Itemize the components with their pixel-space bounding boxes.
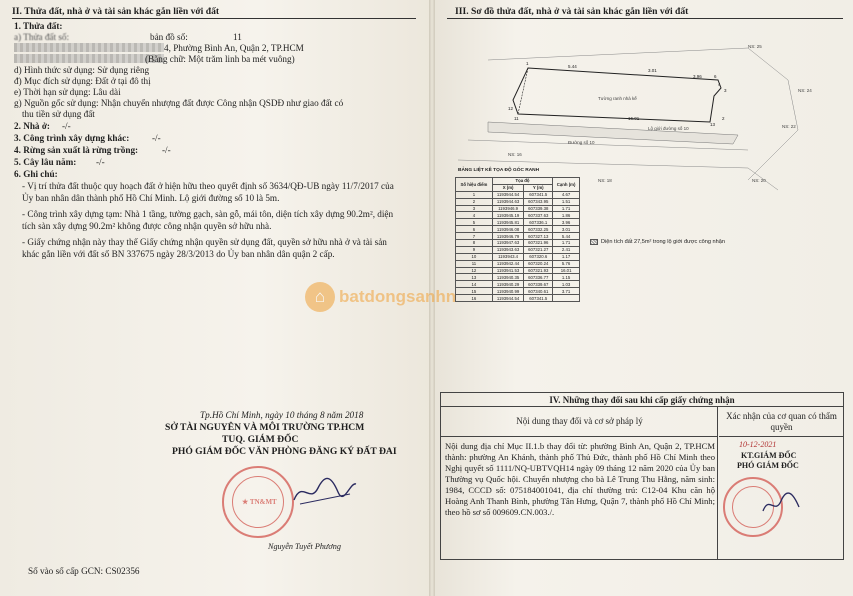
redacted-address bbox=[14, 43, 164, 52]
item-1c-area-words: (Bằng chữ: Một trăm linh ba mét vuông) bbox=[145, 54, 295, 64]
svg-text:13: 13 bbox=[710, 122, 716, 127]
official-seal: ★ TN&MT bbox=[222, 466, 294, 538]
item-1e: đ) Mục đích sử dụng: Đất ở tại đô thị bbox=[14, 76, 151, 86]
item-2-value: -/- bbox=[62, 121, 71, 131]
signer-name: Nguyễn Tuyết Phương bbox=[268, 542, 341, 551]
coord-table-title: BẢNG LIỆT KÊ TỌA ĐỘ GÓC RANH bbox=[458, 168, 540, 173]
table-cell: 607320.6 bbox=[524, 253, 553, 260]
table-cell: 607339.67 bbox=[524, 281, 553, 288]
table-cell: 607340.61 bbox=[524, 288, 553, 295]
table-cell: 1.86 bbox=[553, 212, 580, 219]
item-1d: d) Hình thức sử dụng: Sử dụng riêng bbox=[14, 65, 150, 75]
table-cell: 3.96 bbox=[553, 219, 580, 226]
table-cell: 2 bbox=[456, 198, 493, 205]
table-row bbox=[456, 274, 580, 281]
table-cell: 5.44 bbox=[553, 233, 580, 240]
confirm-title-2: PHÓ GIÁM ĐỐC bbox=[737, 461, 799, 470]
table-cell: 1193940.29 bbox=[492, 281, 523, 288]
map-sheet-number: 11 bbox=[233, 32, 242, 42]
change-date: 10-12-2021 bbox=[739, 440, 777, 449]
table-row bbox=[456, 219, 580, 226]
item-1g: g) Nguồn gốc sử dụng: Nhận chuyển nhượng đất được Công nhận QSDĐ như giao đất có bbox=[14, 98, 344, 108]
area-note: Diện tích đất 27,5m² trong lộ giới được công nhận bbox=[601, 239, 725, 245]
table-row bbox=[456, 246, 580, 253]
changes-col-content: Nội dung thay đổi và cơ sở pháp lý bbox=[441, 407, 718, 437]
table-cell: 1193942.44 bbox=[492, 260, 523, 267]
table-cell: 3 bbox=[456, 205, 493, 212]
item-1a-tail: bản đồ số: bbox=[150, 32, 188, 42]
table-cell: 9 bbox=[456, 246, 493, 253]
item-1f: e) Thời hạn sử dụng: Lâu dài bbox=[14, 87, 121, 97]
table-cell: 607327.13 bbox=[524, 233, 553, 240]
item-1g-cont: thu tiền sử dụng đất bbox=[22, 109, 95, 119]
table-cell: 607339.38 bbox=[524, 205, 553, 212]
note-3: - Giấy chứng nhận này thay thế Giấy chứng nhận quyền sử dụng đất, quyền sở hữu nhà ở và tài sản khác gắn liền với đất số BN 337675 ngày 28/3/2013 do Ủy ban nhân dân quận 2 cấp. bbox=[22, 237, 387, 259]
table-row bbox=[456, 253, 580, 260]
table-cell: 1.17 bbox=[553, 253, 580, 260]
table-row bbox=[456, 281, 580, 288]
table-cell: 1193945.81 bbox=[492, 219, 523, 226]
svg-text:16.01: 16.01 bbox=[628, 116, 640, 121]
table-cell: 607341.5 bbox=[524, 191, 553, 198]
table-cell: 1193941.53 bbox=[492, 267, 523, 274]
table-cell: 14 bbox=[456, 281, 493, 288]
svg-text:3.96: 3.96 bbox=[693, 74, 702, 79]
table-cell: 607336.77 bbox=[524, 274, 553, 281]
table-cell: 4 bbox=[456, 212, 493, 219]
item-3-label: 3. Công trình xây dựng khác: bbox=[14, 133, 130, 143]
svg-text:6: 6 bbox=[714, 74, 717, 79]
table-cell: 1193946.08 bbox=[492, 226, 523, 233]
table-cell: 7 bbox=[456, 233, 493, 240]
change-signature bbox=[759, 489, 809, 519]
item-1-label: 1. Thửa đất: bbox=[14, 21, 63, 31]
table-cell: 1 bbox=[456, 191, 493, 198]
plan-label-ns22: NS: 22 bbox=[782, 124, 796, 129]
table-cell: 607321.93 bbox=[524, 267, 553, 274]
table-row bbox=[456, 260, 580, 267]
table-cell: 5 bbox=[456, 219, 493, 226]
plan-road-label: Đường số 10 bbox=[568, 140, 595, 145]
watermark bbox=[305, 282, 456, 312]
svg-text:11: 11 bbox=[514, 116, 519, 121]
svg-text:3.01: 3.01 bbox=[648, 68, 657, 73]
signature bbox=[290, 470, 360, 510]
item-4-value: -/- bbox=[162, 145, 171, 155]
table-row bbox=[456, 240, 580, 247]
table-cell: 1193944.54 bbox=[492, 191, 523, 198]
table-cell: 3.01 bbox=[553, 226, 580, 233]
item-3-value: -/- bbox=[152, 133, 161, 143]
redacted-area bbox=[14, 54, 164, 63]
confirm-title-1: KT.GIÁM ĐỐC bbox=[741, 451, 797, 460]
authorization-line: TUQ. GIÁM ĐỐC bbox=[222, 434, 299, 445]
table-cell: 607341.5 bbox=[524, 295, 553, 302]
table-cell: 607336.1 bbox=[524, 219, 553, 226]
item-5-label: 5. Cây lâu năm: bbox=[14, 157, 77, 167]
col-header-coords: Tọa độ bbox=[492, 178, 552, 185]
table-cell: 607321.27 bbox=[524, 246, 553, 253]
table-cell: 15 bbox=[456, 288, 493, 295]
land-plot-diagram bbox=[448, 40, 838, 200]
item-1a-label: a) Thửa đất số: bbox=[14, 32, 70, 42]
table-cell: 1193944.63 bbox=[492, 198, 523, 205]
table-row bbox=[456, 233, 580, 240]
table-cell: 3.71 bbox=[553, 288, 580, 295]
table-cell bbox=[553, 295, 580, 302]
svg-text:5.44: 5.44 bbox=[568, 64, 577, 69]
svg-text:4: 4 bbox=[718, 82, 721, 87]
section-iv-title: IV. Những thay đổi sau khi cấp giấy chứng nhận bbox=[441, 393, 843, 407]
plan-road-limit-label: Lộ giới đường số 10 bbox=[648, 126, 689, 131]
table-row bbox=[456, 191, 580, 198]
table-cell: 16.01 bbox=[553, 267, 580, 274]
table-cell: 1.71 bbox=[553, 205, 580, 212]
table-cell: 1.03 bbox=[553, 281, 580, 288]
plan-label-ns18: NS: 18 bbox=[598, 178, 612, 183]
plan-label-ns16: NS: 16 bbox=[508, 152, 522, 157]
col-header-x: X (m) bbox=[492, 184, 523, 191]
table-row bbox=[456, 198, 580, 205]
table-row bbox=[456, 288, 580, 295]
table-cell: 1193940.99 bbox=[492, 288, 523, 295]
changes-table bbox=[440, 392, 844, 560]
table-cell: 11 bbox=[456, 260, 493, 267]
table-row bbox=[456, 267, 580, 274]
svg-text:3: 3 bbox=[724, 88, 727, 93]
changes-col-confirm: Xác nhận của cơ quan có thẩm quyền bbox=[719, 407, 844, 437]
note-2: - Công trình xây dựng tạm: Nhà 1 tầng, tường gạch, sàn gỗ, mái tôn, diện tích xây dựng 90.2m², diện tích sàn xây dựng 90.2m² không được công nhận quyền sở hữu nhà. bbox=[22, 209, 394, 231]
table-cell: 607320.24 bbox=[524, 260, 553, 267]
legend-swatch bbox=[590, 239, 598, 245]
table-cell: 607343.95 bbox=[524, 198, 553, 205]
table-cell: 2.41 bbox=[553, 246, 580, 253]
plan-label-ns25: NS: 25 bbox=[748, 44, 762, 49]
section-iii-title: III. Sơ đồ thửa đất, nhà ở và tài sản khác gắn liền với đất bbox=[455, 6, 689, 17]
coordinate-table bbox=[455, 177, 580, 302]
table-cell: 1193947.63 bbox=[492, 240, 523, 247]
table-cell: 1193944.54 bbox=[492, 295, 523, 302]
table-cell: 16 bbox=[456, 295, 493, 302]
item-2-label: 2. Nhà ở: bbox=[14, 121, 50, 131]
signer-title: PHÓ GIÁM ĐỐC VĂN PHÒNG ĐĂNG KÝ ĐẤT ĐAI bbox=[172, 446, 397, 457]
table-cell: 1.15 bbox=[553, 274, 580, 281]
table-cell: 1193946.79 bbox=[492, 233, 523, 240]
table-cell: 607332.25 bbox=[524, 226, 553, 233]
table-row bbox=[456, 205, 580, 212]
table-cell: 5.76 bbox=[553, 260, 580, 267]
table-cell: 1.71 bbox=[553, 240, 580, 247]
issuing-org: SỞ TÀI NGUYÊN VÀ MÔI TRƯỜNG TP.HCM bbox=[165, 422, 365, 433]
svg-text:2: 2 bbox=[722, 116, 725, 121]
item-4-label: 4. Rừng sản xuất là rừng trồng: bbox=[14, 145, 139, 155]
table-cell: 4.67 bbox=[553, 191, 580, 198]
svg-text:1: 1 bbox=[526, 61, 529, 66]
table-cell: 1193946.9 bbox=[492, 205, 523, 212]
table-cell: 10 bbox=[456, 253, 493, 260]
plan-label-ns20: NS: 20 bbox=[752, 178, 766, 183]
svg-text:12: 12 bbox=[508, 106, 514, 111]
watermark-text: batdongsanhn bbox=[339, 287, 457, 306]
col-header-edge: Cạnh (m) bbox=[553, 178, 580, 192]
table-row bbox=[456, 212, 580, 219]
note-1: - Vị trí thửa đất thuộc quy hoạch đất ở hiện hữu theo quyết định số 3634/QĐ-UB ngày 11/7/2017 của Ủy ban nhân dân thành phố Hồ Chí Minh. Lộ giới đường số 10 là 5m. bbox=[22, 181, 394, 203]
table-cell: 1193945.19 bbox=[492, 212, 523, 219]
table-cell: 6 bbox=[456, 226, 493, 233]
table-cell: 607337.63 bbox=[524, 212, 553, 219]
plan-label-ns24: NS: 24 bbox=[798, 88, 812, 93]
table-row bbox=[456, 295, 580, 302]
table-cell: 607321.96 bbox=[524, 240, 553, 247]
table-row bbox=[456, 226, 580, 233]
table-cell: 8 bbox=[456, 240, 493, 247]
change-content-text: Nội dung địa chỉ Mục II.1.b thay đổi từ: phường Bình An, Quận 2, TP.HCM thành: phường An Khánh, thành phố Thủ Đức, thành phố Hồ Chí Minh theo Nghị quyết số 1111/NQ-UBTVQH14 ngày 09 tháng 12 năm 2020 của Ủy ban Thường vụ Quốc hội. Chuyển nhượng cho bà Lê Trung Thu Hằng, năm sinh: 1984, CCCD số: 075184001041, địa chỉ thường trú: C12-04 Khu căn hộ Hoàng Anh Thanh Bình, phường Tân Hưng, Quận 7, thành phố Hồ Chí Minh; theo hồ sơ số 009609.CN.003./. bbox=[445, 441, 715, 517]
house-icon: ⌂ bbox=[305, 282, 335, 312]
section-ii-title: II. Thửa đất, nhà ở và tài sản khác gắn liền với đất bbox=[12, 6, 220, 17]
table-cell: 13 bbox=[456, 274, 493, 281]
table-cell: 12 bbox=[456, 267, 493, 274]
item-1b-address: 4, Phường Bình An, Quận 2, TP.HCM bbox=[164, 43, 304, 53]
registration-number: Số vào sổ cấp GCN: CS02356 bbox=[28, 566, 140, 576]
table-cell: 1193943.63 bbox=[492, 246, 523, 253]
table-cell: 1193940.35 bbox=[492, 274, 523, 281]
item-6-label: 6. Ghi chú: bbox=[14, 169, 58, 179]
table-cell: 1193943.4 bbox=[492, 253, 523, 260]
svg-text:Tường ranh nhà kế: Tường ranh nhà kế bbox=[598, 96, 637, 101]
issue-date: Tp.Hồ Chí Minh, ngày 10 tháng 8 năm 2018 bbox=[200, 410, 364, 420]
col-header-point: Số hiệu điểm bbox=[456, 178, 493, 192]
item-5-value: -/- bbox=[96, 157, 105, 167]
col-header-y: Y (m) bbox=[524, 184, 553, 191]
table-cell: 1.51 bbox=[553, 198, 580, 205]
